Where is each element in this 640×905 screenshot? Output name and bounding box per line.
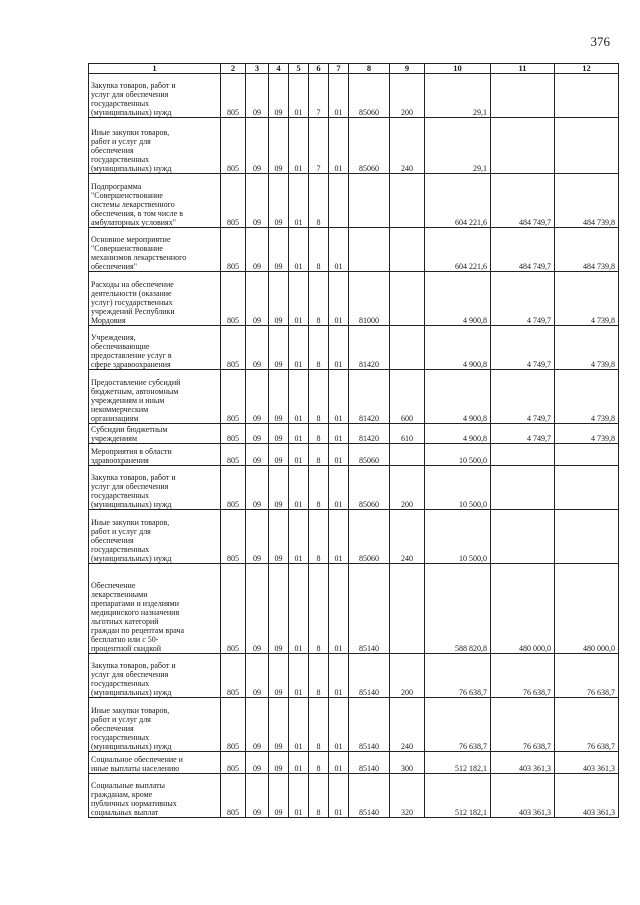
cell-col-10: 4 900,8 — [425, 424, 491, 444]
cell-col-5: 01 — [289, 752, 309, 774]
cell-col-12: 4 739,8 — [555, 424, 619, 444]
cell-col-4: 09 — [269, 466, 289, 510]
cell-col-5: 01 — [289, 424, 309, 444]
cell-col-3: 09 — [246, 510, 269, 564]
cell-col-4: 09 — [269, 74, 289, 118]
cell-col-8: 85060 — [349, 74, 390, 118]
cell-col-10: 10 500,0 — [425, 466, 491, 510]
cell-col-4: 09 — [269, 174, 289, 228]
cell-col-7: 01 — [329, 654, 349, 698]
cell-col-4: 09 — [269, 118, 289, 174]
cell-col-10: 29,1 — [425, 118, 491, 174]
cell-col-8: 81000 — [349, 272, 390, 326]
column-header-7: 7 — [329, 64, 349, 74]
cell-col-3: 09 — [246, 466, 269, 510]
page-number: 376 — [590, 34, 610, 49]
cell-col-2: 805 — [221, 174, 246, 228]
cell-col-2: 805 — [221, 698, 246, 752]
column-header-6: 6 — [309, 64, 329, 74]
row-name-cell: Иные закупки товаров, работ и услуг для обеспечения государственных (муниципальных) нужд — [89, 698, 221, 752]
cell-col-2: 805 — [221, 564, 246, 654]
cell-col-12 — [555, 510, 619, 564]
table-body — [89, 74, 619, 818]
cell-col-2: 805 — [221, 228, 246, 272]
cell-col-9: 240 — [390, 510, 425, 564]
cell-col-6: 8 — [309, 444, 329, 466]
cell-col-2: 805 — [221, 272, 246, 326]
cell-col-11 — [491, 510, 555, 564]
cell-col-5: 01 — [289, 272, 309, 326]
cell-col-5: 01 — [289, 564, 309, 654]
row-name-cell: Иные закупки товаров, работ и услуг для обеспечения государственных (муниципальных) нужд — [89, 510, 221, 564]
cell-col-7: 01 — [329, 272, 349, 326]
cell-col-3: 09 — [246, 774, 269, 818]
table-row — [89, 272, 619, 326]
cell-col-9: 610 — [390, 424, 425, 444]
cell-col-6: 8 — [309, 174, 329, 228]
cell-col-6: 8 — [309, 774, 329, 818]
cell-col-11 — [491, 74, 555, 118]
cell-col-5: 01 — [289, 466, 309, 510]
cell-col-4: 09 — [269, 654, 289, 698]
column-header-10: 10 — [425, 64, 491, 74]
cell-col-7: 01 — [329, 564, 349, 654]
row-name-cell: Закупка товаров, работ и услуг для обеспечения государственных (муниципальных) нужд — [89, 466, 221, 510]
cell-col-4: 09 — [269, 272, 289, 326]
cell-col-5: 01 — [289, 74, 309, 118]
cell-col-7: 01 — [329, 510, 349, 564]
column-header-8: 8 — [349, 64, 390, 74]
cell-col-6: 8 — [309, 228, 329, 272]
cell-col-10: 10 500,0 — [425, 510, 491, 564]
cell-col-7: 01 — [329, 752, 349, 774]
cell-col-6: 8 — [309, 272, 329, 326]
cell-col-4: 09 — [269, 752, 289, 774]
row-name-cell: Обеспечение лекарственными препаратами и изделиями медицинского назначения льготных категорий граждан по рецептам врача бесплатно или с 50- процентной скидкой — [89, 564, 221, 654]
column-header-3: 3 — [246, 64, 269, 74]
cell-col-8: 85060 — [349, 444, 390, 466]
cell-col-2: 805 — [221, 118, 246, 174]
cell-col-11: 4 749,7 — [491, 272, 555, 326]
cell-col-12: 4 739,8 — [555, 370, 619, 424]
row-name-cell: Закупка товаров, работ и услуг для обеспечения государственных (муниципальных) нужд — [89, 654, 221, 698]
table-row — [89, 774, 619, 818]
table-row — [89, 326, 619, 370]
cell-col-4: 09 — [269, 228, 289, 272]
cell-col-9: 300 — [390, 752, 425, 774]
cell-col-9: 240 — [390, 698, 425, 752]
cell-col-3: 09 — [246, 370, 269, 424]
cell-col-5: 01 — [289, 654, 309, 698]
cell-col-3: 09 — [246, 444, 269, 466]
cell-col-2: 805 — [221, 74, 246, 118]
cell-col-9: 200 — [390, 466, 425, 510]
cell-col-6: 8 — [309, 424, 329, 444]
row-name-cell: Подпрограмма "Совершенствование системы лекарственного обеспечения, в том числе в амбулаторных условиях" — [89, 174, 221, 228]
cell-col-5: 01 — [289, 510, 309, 564]
cell-col-11 — [491, 444, 555, 466]
cell-col-12: 76 638,7 — [555, 654, 619, 698]
cell-col-12 — [555, 444, 619, 466]
cell-col-7: 01 — [329, 698, 349, 752]
column-header-9: 9 — [390, 64, 425, 74]
cell-col-11: 76 638,7 — [491, 654, 555, 698]
column-header-11: 11 — [491, 64, 555, 74]
cell-col-12 — [555, 118, 619, 174]
cell-col-5: 01 — [289, 326, 309, 370]
cell-col-7: 01 — [329, 466, 349, 510]
cell-col-9 — [390, 564, 425, 654]
table-row — [89, 370, 619, 424]
cell-col-9 — [390, 228, 425, 272]
cell-col-11: 4 749,7 — [491, 326, 555, 370]
row-name-cell: Социальное обеспечение и иные выплаты населению — [89, 752, 221, 774]
cell-col-9: 320 — [390, 774, 425, 818]
table-row — [89, 444, 619, 466]
cell-col-8: 85060 — [349, 510, 390, 564]
table-row — [89, 174, 619, 228]
table-row — [89, 698, 619, 752]
cell-col-2: 805 — [221, 444, 246, 466]
cell-col-10: 10 500,0 — [425, 444, 491, 466]
table-row — [89, 752, 619, 774]
cell-col-10: 76 638,7 — [425, 654, 491, 698]
cell-col-7: 01 — [329, 326, 349, 370]
cell-col-11: 403 361,3 — [491, 752, 555, 774]
cell-col-12: 76 638,7 — [555, 698, 619, 752]
cell-col-7: 01 — [329, 424, 349, 444]
cell-col-8: 85140 — [349, 564, 390, 654]
cell-col-6: 8 — [309, 654, 329, 698]
cell-col-9: 200 — [390, 654, 425, 698]
cell-col-9: 200 — [390, 74, 425, 118]
cell-col-7: 01 — [329, 370, 349, 424]
cell-col-8: 81420 — [349, 326, 390, 370]
cell-col-10: 604 221,6 — [425, 174, 491, 228]
cell-col-10: 76 638,7 — [425, 698, 491, 752]
cell-col-4: 09 — [269, 564, 289, 654]
cell-col-3: 09 — [246, 424, 269, 444]
table-row — [89, 118, 619, 174]
row-name-cell: Мероприятия в области здравоохранения — [89, 444, 221, 466]
cell-col-6: 7 — [309, 118, 329, 174]
cell-col-11: 76 638,7 — [491, 698, 555, 752]
cell-col-12: 484 739,8 — [555, 228, 619, 272]
cell-col-3: 09 — [246, 118, 269, 174]
cell-col-12 — [555, 74, 619, 118]
cell-col-2: 805 — [221, 752, 246, 774]
cell-col-4: 09 — [269, 326, 289, 370]
row-name-cell: Закупка товаров, работ и услуг для обеспечения государственных (муниципальных) нужд — [89, 74, 221, 118]
table-row — [89, 424, 619, 444]
cell-col-3: 09 — [246, 272, 269, 326]
cell-col-2: 805 — [221, 370, 246, 424]
cell-col-12: 403 361,3 — [555, 774, 619, 818]
cell-col-7: 01 — [329, 774, 349, 818]
cell-col-7: 01 — [329, 74, 349, 118]
cell-col-6: 8 — [309, 510, 329, 564]
cell-col-10: 4 900,8 — [425, 272, 491, 326]
cell-col-8: 85140 — [349, 774, 390, 818]
cell-col-4: 09 — [269, 774, 289, 818]
row-name-cell: Социальные выплаты гражданам, кроме публичных нормативных социальных выплат — [89, 774, 221, 818]
cell-col-11: 480 000,0 — [491, 564, 555, 654]
cell-col-8: 85060 — [349, 118, 390, 174]
cell-col-5: 01 — [289, 444, 309, 466]
cell-col-5: 01 — [289, 774, 309, 818]
column-header-5: 5 — [289, 64, 309, 74]
cell-col-5: 01 — [289, 118, 309, 174]
row-name-cell: Субсидии бюджетным учреждениям — [89, 424, 221, 444]
table-row — [89, 564, 619, 654]
table-header-row — [89, 64, 619, 74]
column-header-4: 4 — [269, 64, 289, 74]
cell-col-6: 8 — [309, 698, 329, 752]
row-name-cell: Предоставление субсидий бюджетным, автономным учреждениям и иным некоммерческим организациям — [89, 370, 221, 424]
row-name-cell: Расходы на обеспечение деятельности (оказание услуг) государственных учреждений Республики Мордовия — [89, 272, 221, 326]
cell-col-2: 805 — [221, 774, 246, 818]
cell-col-8: 85140 — [349, 654, 390, 698]
cell-col-11: 484 749,7 — [491, 174, 555, 228]
cell-col-6: 7 — [309, 74, 329, 118]
cell-col-7: 01 — [329, 444, 349, 466]
table-row — [89, 654, 619, 698]
cell-col-9 — [390, 174, 425, 228]
column-header-12: 12 — [555, 64, 619, 74]
cell-col-8 — [349, 174, 390, 228]
cell-col-8 — [349, 228, 390, 272]
cell-col-3: 09 — [246, 654, 269, 698]
cell-col-11: 484 749,7 — [491, 228, 555, 272]
cell-col-8: 81420 — [349, 370, 390, 424]
cell-col-9 — [390, 444, 425, 466]
cell-col-4: 09 — [269, 370, 289, 424]
cell-col-8: 85140 — [349, 698, 390, 752]
cell-col-10: 604 221,6 — [425, 228, 491, 272]
cell-col-10: 588 820,8 — [425, 564, 491, 654]
cell-col-2: 805 — [221, 326, 246, 370]
cell-col-11: 4 749,7 — [491, 424, 555, 444]
cell-col-7 — [329, 174, 349, 228]
cell-col-10: 4 900,8 — [425, 326, 491, 370]
cell-col-2: 805 — [221, 510, 246, 564]
cell-col-8: 81420 — [349, 424, 390, 444]
cell-col-12: 480 000,0 — [555, 564, 619, 654]
cell-col-9 — [390, 272, 425, 326]
column-header-2: 2 — [221, 64, 246, 74]
cell-col-4: 09 — [269, 698, 289, 752]
cell-col-10: 512 182,1 — [425, 752, 491, 774]
cell-col-6: 8 — [309, 752, 329, 774]
cell-col-3: 09 — [246, 564, 269, 654]
cell-col-4: 09 — [269, 424, 289, 444]
cell-col-10: 512 182,1 — [425, 774, 491, 818]
cell-col-7: 01 — [329, 118, 349, 174]
cell-col-10: 29,1 — [425, 74, 491, 118]
cell-col-6: 8 — [309, 326, 329, 370]
cell-col-5: 01 — [289, 228, 309, 272]
cell-col-4: 09 — [269, 444, 289, 466]
column-header-1: 1 — [89, 64, 221, 74]
cell-col-8: 85140 — [349, 752, 390, 774]
cell-col-9 — [390, 326, 425, 370]
cell-col-3: 09 — [246, 752, 269, 774]
cell-col-2: 805 — [221, 466, 246, 510]
cell-col-12: 484 739,8 — [555, 174, 619, 228]
table-row — [89, 466, 619, 510]
cell-col-6: 8 — [309, 370, 329, 424]
cell-col-6: 8 — [309, 466, 329, 510]
cell-col-11: 403 361,3 — [491, 774, 555, 818]
table-row — [89, 510, 619, 564]
cell-col-10: 4 900,8 — [425, 370, 491, 424]
cell-col-7: 01 — [329, 228, 349, 272]
cell-col-2: 805 — [221, 424, 246, 444]
cell-col-5: 01 — [289, 174, 309, 228]
cell-col-12: 4 739,8 — [555, 272, 619, 326]
cell-col-9: 600 — [390, 370, 425, 424]
cell-col-11 — [491, 466, 555, 510]
budget-table — [88, 63, 619, 818]
row-name-cell: Иные закупки товаров, работ и услуг для обеспечения государственных (муниципальных) нужд — [89, 118, 221, 174]
cell-col-3: 09 — [246, 228, 269, 272]
cell-col-3: 09 — [246, 74, 269, 118]
cell-col-5: 01 — [289, 370, 309, 424]
cell-col-9: 240 — [390, 118, 425, 174]
cell-col-2: 805 — [221, 654, 246, 698]
cell-col-8: 85060 — [349, 466, 390, 510]
row-name-cell: Учреждения, обеспечивающие предоставление услуг в сфере здравоохранения — [89, 326, 221, 370]
cell-col-12: 403 361,3 — [555, 752, 619, 774]
table-row — [89, 228, 619, 272]
cell-col-11: 4 749,7 — [491, 370, 555, 424]
cell-col-11 — [491, 118, 555, 174]
cell-col-3: 09 — [246, 698, 269, 752]
cell-col-5: 01 — [289, 698, 309, 752]
row-name-cell: Основное мероприятие "Совершенствование механизмов лекарственного обеспечения" — [89, 228, 221, 272]
table-row — [89, 74, 619, 118]
cell-col-4: 09 — [269, 510, 289, 564]
cell-col-3: 09 — [246, 326, 269, 370]
cell-col-3: 09 — [246, 174, 269, 228]
cell-col-6: 8 — [309, 564, 329, 654]
cell-col-12: 4 739,8 — [555, 326, 619, 370]
cell-col-12 — [555, 466, 619, 510]
